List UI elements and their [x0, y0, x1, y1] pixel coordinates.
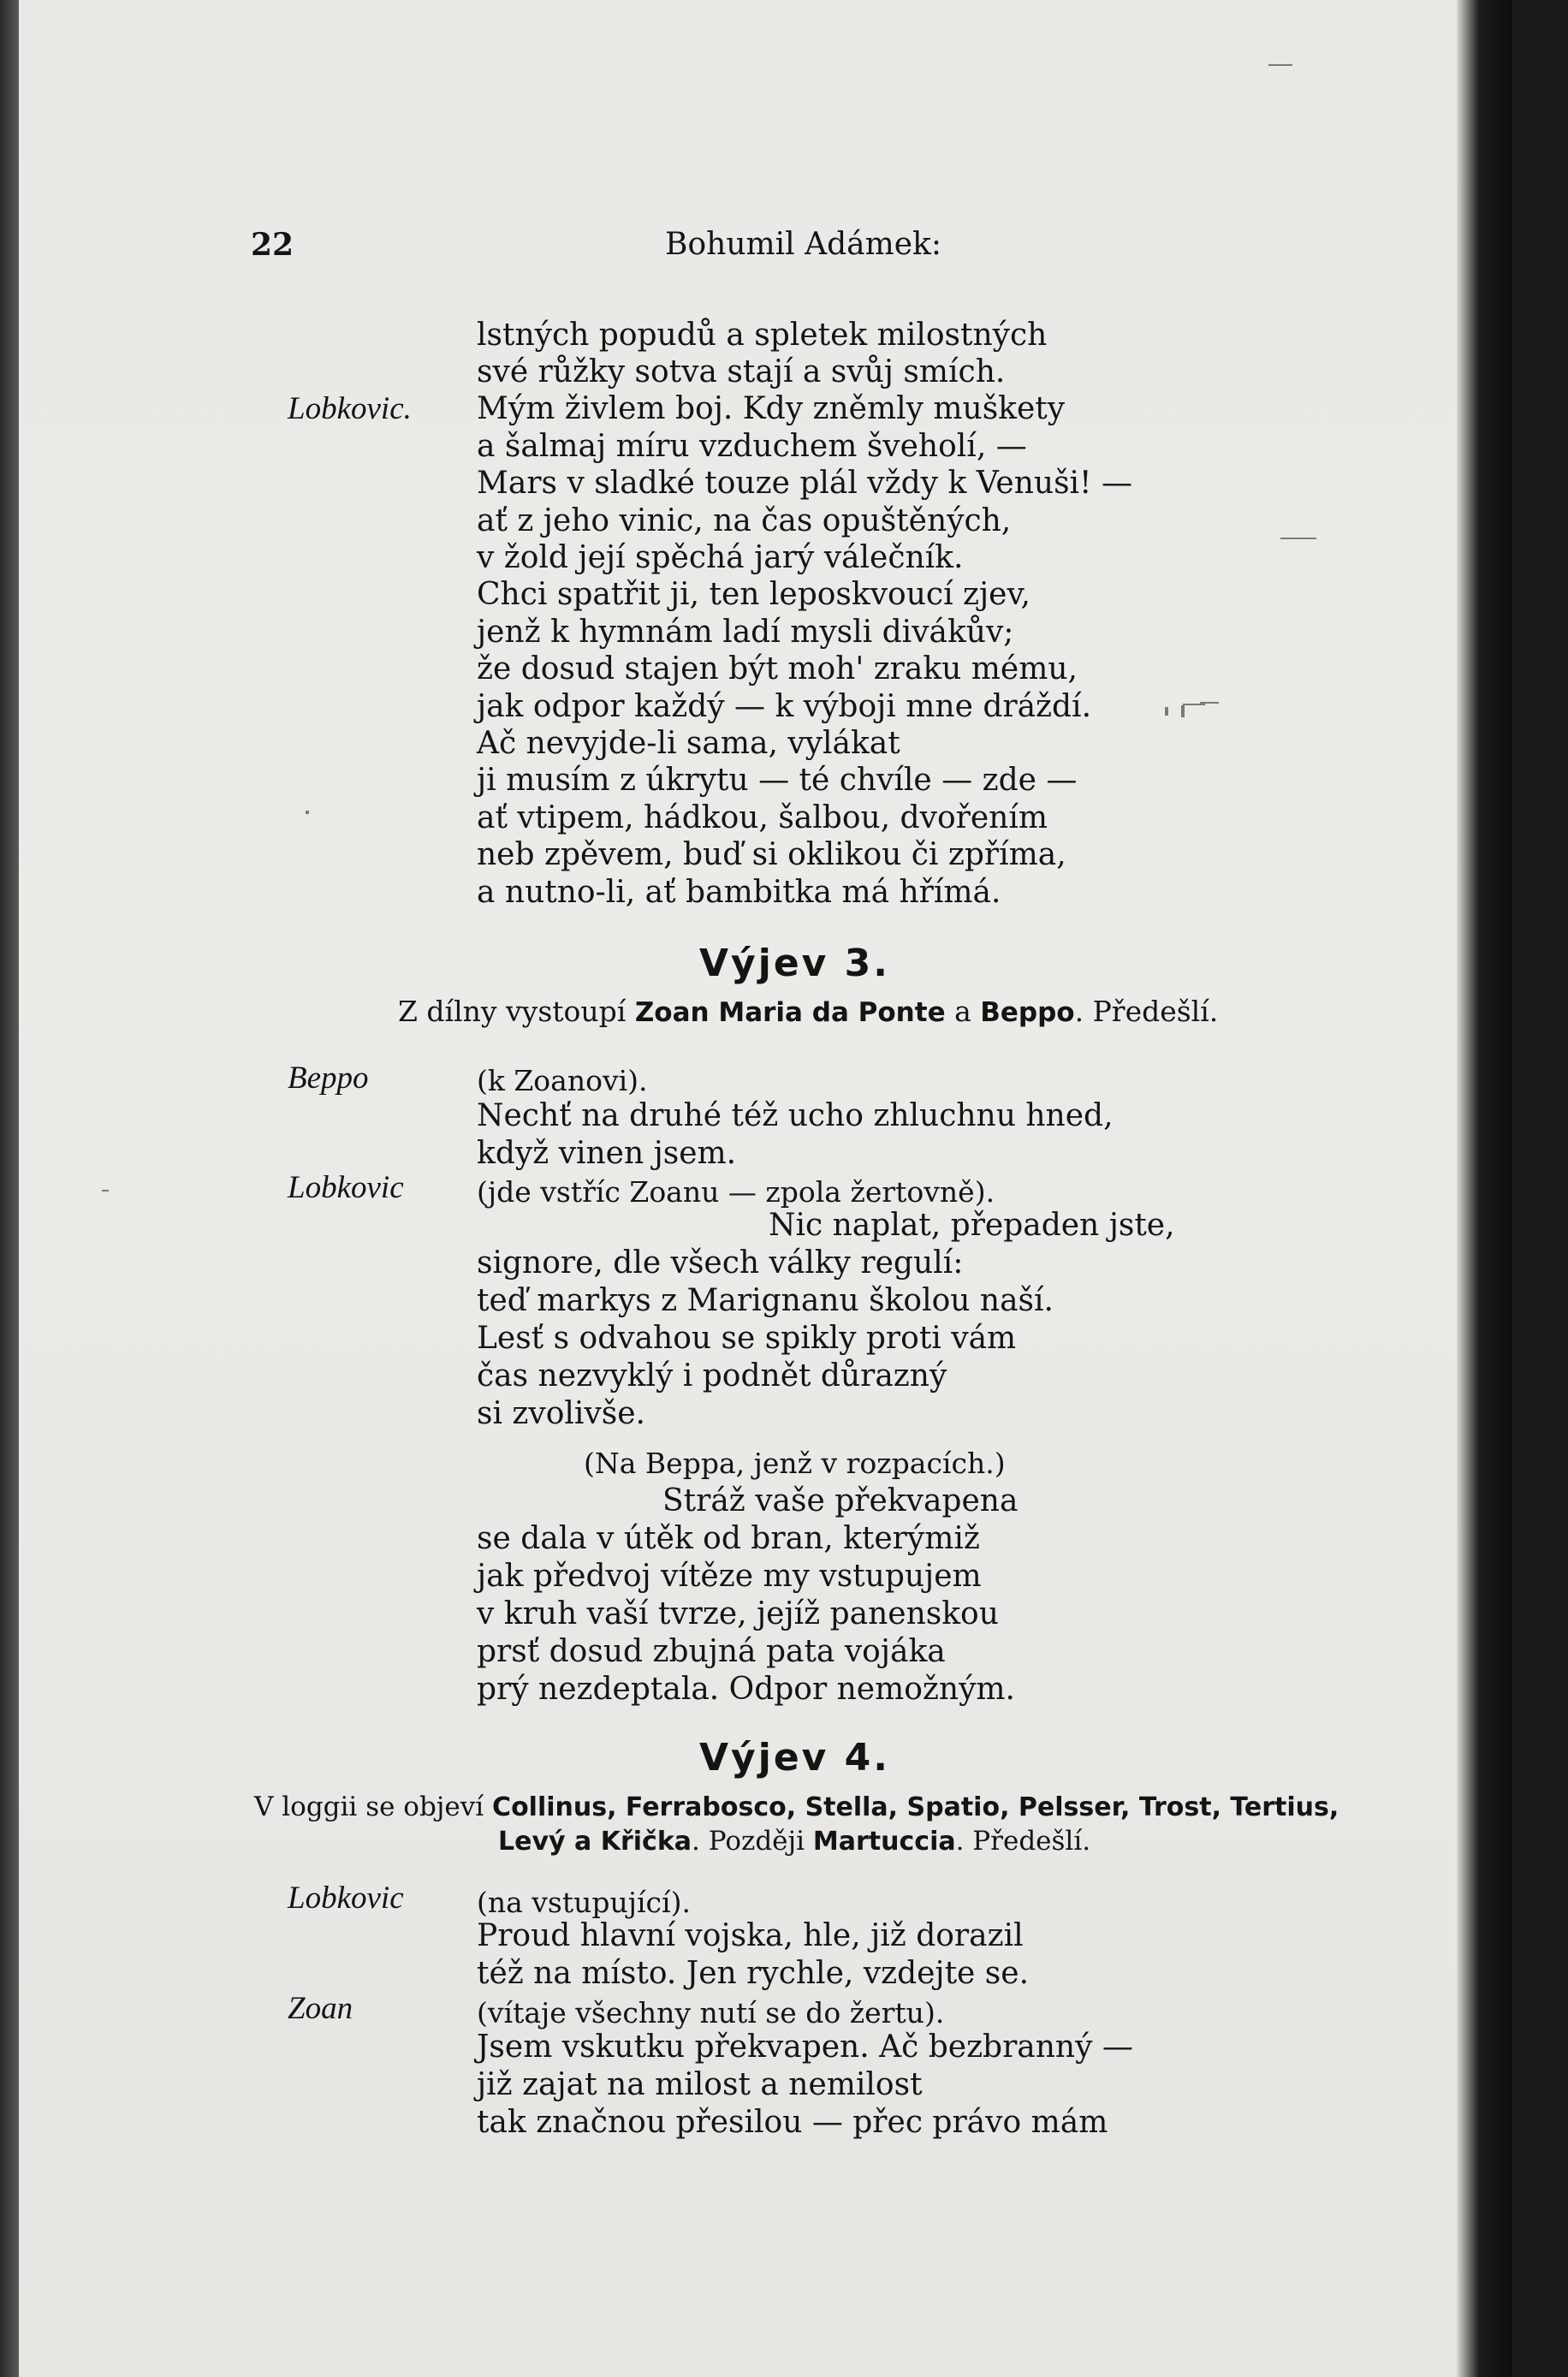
book-spine-shadow: [0, 0, 19, 2377]
verse-line: lstných popudů a spletek milostných: [477, 318, 1048, 353]
scene-3-title: Výjev 3.: [699, 942, 890, 985]
scene-4-stage-direction-line2: [498, 1826, 1090, 1857]
paper-speck: [1181, 705, 1185, 717]
verse-line: jenž k hymnám ladí mysli divákův;: [477, 615, 1014, 650]
page-header: [19, 227, 1512, 270]
verse-line: Mars v sladké touze plál vždy k Venuši! —: [477, 466, 1132, 501]
verse-line: neb zpěvem, buď si oklikou či zpříma,: [477, 837, 1066, 872]
verse-line: v kruh vaší tvrze, jejíž panenskou: [477, 1596, 999, 1631]
stage-text: . Předešlí.: [1074, 995, 1219, 1028]
character-names: Zoan Maria da Ponte: [634, 997, 946, 1028]
stage-direction: (vítaje všechny nutí se do žertu).: [477, 1996, 945, 2029]
verse-line: prý nezdeptala. Odpor nemožným.: [477, 1672, 1015, 1707]
verse-line: prsť dosud zbujná pata vojáka: [477, 1634, 946, 1669]
paper-speck: [1183, 704, 1205, 705]
stage-text: V loggii se objeví: [254, 1792, 493, 1822]
stage-text: . Předešlí.: [955, 1826, 1091, 1857]
speaker-lobkovic: Lobkovic.: [288, 391, 412, 426]
scene-3-stage-direction: [398, 995, 1218, 1028]
verse-line: své růžky sotva stají a svůj smích.: [477, 354, 1006, 389]
verse-line: ať vtipem, hádkou, šalbou, dvořením: [477, 800, 1048, 835]
stage-text: a: [945, 995, 981, 1028]
verse-line: teď markys z Marignanu školou naší.: [477, 1283, 1054, 1318]
verse-line: si zvolivše.: [477, 1396, 645, 1431]
verse-line: ji musím z úkrytu — té chvíle — zde —: [477, 763, 1078, 798]
verse-line: Mým živlem boj. Kdy zněmly muškety: [477, 391, 1066, 426]
scene-4-stage-direction-line1: [254, 1792, 1339, 1822]
speaker-zoan: Zoan: [288, 1991, 353, 2026]
stage-text: Z dílny vystoupí: [398, 995, 635, 1028]
verse-line: Nechť na druhé též ucho zhluchnu hned,: [477, 1098, 1114, 1133]
stage-direction: (na vstupující).: [477, 1886, 691, 1919]
stage-text: . Později: [692, 1826, 813, 1857]
scene-4-title: Výjev 4.: [699, 1736, 890, 1780]
speaker-lobkovic: Lobkovic: [288, 1170, 404, 1205]
page-edge-shadow: [1457, 0, 1512, 2377]
verse-line: Stráž vaše překvapena: [662, 1483, 1019, 1518]
verse-line: tak značnou přesilou — přec právo mám: [477, 2105, 1108, 2140]
verse-line: Ač nevyjde-li sama, vylákat: [477, 726, 900, 761]
verse-line: Proud hlavní vojska, hle, již dorazil: [477, 1918, 1024, 1953]
verse-line: již zajat na milost a nemilost: [477, 2067, 923, 2102]
verse-line: též na místo. Jen rychle, vzdejte se.: [477, 1956, 1030, 1991]
verse-line: že dosud stajen být moh' zraku mému,: [477, 651, 1078, 686]
speaker-beppo: Beppo: [288, 1061, 369, 1096]
verse-line: v žold její spěchá jarý válečník.: [477, 540, 964, 575]
verse-line: jak předvoj vítěze my vstupujem: [477, 1559, 982, 1594]
verse-line: když vinen jsem.: [477, 1136, 737, 1171]
running-head: Bohumil Adámek:: [665, 227, 941, 262]
verse-line: Nic naplat, přepaden jste,: [769, 1208, 1175, 1243]
verse-line: Lesť s odvahou se spikly proti vám: [477, 1321, 1017, 1356]
book-page: [19, 0, 1512, 2377]
verse-line: signore, dle všech války regulí:: [477, 1245, 964, 1281]
verse-line: se dala v útěk od bran, kterýmiž: [477, 1521, 980, 1556]
character-names: Levý a Křička: [498, 1827, 692, 1857]
paper-speck: [1268, 64, 1292, 66]
verse-line: jak odpor každý — k výboji mne dráždí.: [477, 689, 1092, 724]
verse-line: čas nezvyklý i podnět důrazný: [477, 1358, 947, 1394]
page-number: 22: [251, 227, 294, 263]
verse-line: a nutno-li, ať bambitka má hřímá.: [477, 875, 1001, 910]
stage-direction: (jde vstříc Zoanu — zpola žertovně).: [477, 1175, 995, 1209]
verse-line: a šalmaj míru vzduchem šveholí, —: [477, 429, 1027, 464]
character-names: Beppo: [980, 997, 1075, 1028]
character-names: Martuccia: [812, 1827, 956, 1857]
speaker-lobkovic: Lobkovic: [288, 1881, 404, 1916]
paper-speck: [306, 811, 309, 814]
verse-line: ať z jeho vinic, na čas opuštěných,: [477, 503, 1012, 538]
character-names: Collinus, Ferrabosco, Stella, Spatio, Pelsser, Trost, Tertius,: [492, 1792, 1339, 1822]
paper-speck: [1280, 538, 1316, 539]
stage-direction: (Na Beppa, jenž v rozpacích.): [584, 1447, 1006, 1480]
stage-direction: (k Zoanovi).: [477, 1064, 648, 1097]
verse-line: Chci spatřit ji, ten leposkvoucí zjev,: [477, 577, 1030, 612]
verse-line: Jsem vskutku překvapen. Ač bezbranný —: [477, 2029, 1133, 2065]
paper-speck: [102, 1190, 109, 1191]
paper-speck: [1165, 707, 1168, 716]
